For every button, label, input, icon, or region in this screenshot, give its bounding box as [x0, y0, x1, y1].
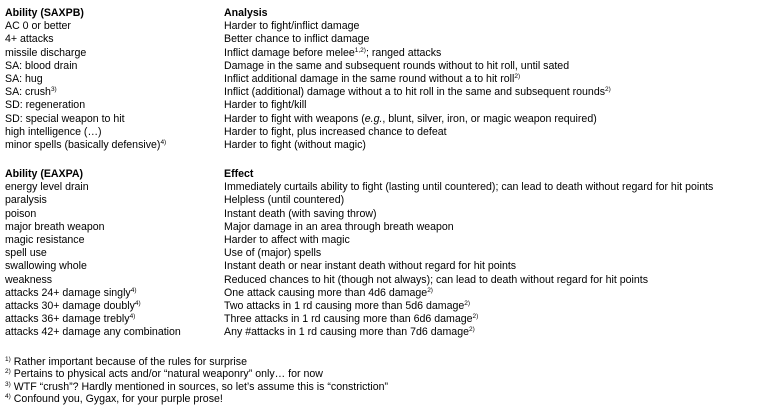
- analysis-cell: Harder to fight/inflict damage: [224, 20, 360, 33]
- ability-cell: AC 0 or better: [5, 20, 71, 33]
- ability-cell: SA: crush$^{3)}$: [5, 86, 57, 99]
- footnote: [5, 393, 775, 405]
- table-row: [5, 181, 781, 194]
- table-row: [5, 313, 781, 326]
- table-row: [5, 247, 781, 260]
- footnote-ref: 4): [129, 313, 136, 321]
- footnote-ref: 2): [472, 313, 479, 321]
- ability-cell: high intelligence (…): [5, 125, 102, 138]
- effect-cell: Instant death or near instant death without regard for hit points: [224, 260, 517, 273]
- footnote-ref: 2): [427, 286, 433, 294]
- ability-cell: poison: [5, 207, 37, 220]
- ability-cell: energy level drain: [5, 181, 89, 194]
- effect-cell: Harder to affect with magic: [224, 233, 350, 246]
- footnote-mark: 1): [5, 356, 11, 363]
- analysis-cell: Harder to fight/kill: [224, 99, 307, 112]
- ability-cell: SD: special weapon to hit: [5, 112, 125, 125]
- table-row: [5, 47, 781, 60]
- footnote-mark: 3): [5, 380, 11, 388]
- table-row: [5, 139, 781, 152]
- table-row: [5, 126, 781, 139]
- effect-cell: Any #attacks in 1 rd causing more than 7d6 damage$^{2)}$: [224, 326, 475, 339]
- table-row: [5, 274, 781, 287]
- footnote-text: Pertains to physical acts and/or “natural weaponry” only… for now: [13, 368, 323, 381]
- ability-cell: attacks 24+ damage singly$^{4)}$: [5, 286, 137, 299]
- effect-cell: One attack causing more than 4d6 damage$^{2)}$: [224, 286, 433, 299]
- ability-cell: magic resistance: [5, 233, 85, 246]
- analysis-cell: Better chance to inflict damage: [224, 33, 370, 46]
- footnote-ref: 3): [50, 86, 57, 94]
- footnote-ref: 4): [130, 286, 137, 294]
- footnote-ref: 2): [468, 326, 475, 334]
- saxpb-ability-header: Ability (SAXPB): [5, 7, 84, 19]
- table-row: [5, 20, 781, 33]
- footnote-ref: 4): [134, 299, 141, 307]
- footnote-text: WTF “crush”? Hardly mentioned in sources, so let’s assume this is “constriction”: [13, 380, 389, 393]
- footnote-mark: 4): [5, 393, 11, 401]
- table-row: [5, 86, 781, 99]
- saxpb-header-row: [5, 7, 781, 20]
- ability-cell: missile discharge: [5, 46, 87, 59]
- effect-cell: Use of (major) spells: [224, 247, 322, 260]
- effect-cell: Reduced chances to hit (though not always); can lead to death without regard for hit points: [224, 273, 649, 286]
- footnote-ref: 4): [160, 138, 167, 146]
- table-row: [5, 33, 781, 46]
- table-row: [5, 208, 781, 221]
- table-row: [5, 260, 781, 273]
- footnote-text: Confound you, Gygax, for your purple prose!: [13, 393, 223, 406]
- table-row: [5, 60, 781, 73]
- saxpb-analysis-header: Analysis: [224, 7, 268, 19]
- table-row: [5, 234, 781, 247]
- table-row: [5, 113, 781, 126]
- effect-cell: Major damage in an area through breath weapon: [224, 220, 454, 233]
- saxpb-table: [5, 7, 781, 152]
- ability-cell: SD: regeneration: [5, 99, 86, 112]
- effect-cell: Three attacks in 1 rd causing more than 6d6 damage$^{2)}$: [224, 313, 479, 326]
- footnote: [5, 381, 775, 393]
- footnote-text: Rather important because of the rules for surprise: [13, 356, 247, 368]
- footnote-mark: 2): [5, 368, 11, 376]
- ability-cell: SA: blood drain: [5, 59, 78, 72]
- analysis-cell: Inflict (additional) damage without a to hit roll in the same and subsequent rounds$^{2)}$: [224, 86, 611, 99]
- ability-cell: paralysis: [5, 194, 47, 207]
- table-row: [5, 287, 781, 300]
- eaxpa-effect-header: Effect: [224, 168, 254, 180]
- footnote: [5, 368, 775, 380]
- analysis-cell: Inflict additional damage in the same round without a to hit roll$^{2)}$: [224, 72, 521, 85]
- analysis-cell: Harder to fight (without magic): [224, 138, 366, 151]
- ability-cell: attacks 36+ damage trebly$^{4)}$: [5, 313, 136, 326]
- analysis-cell: Damage in the same and subsequent rounds without to hit roll, until sated: [224, 59, 570, 72]
- ability-cell: swallowing whole: [5, 260, 87, 273]
- footnotes: [5, 356, 775, 406]
- ability-cell: SA: hug: [5, 72, 43, 85]
- ability-cell: major breath weapon: [5, 220, 105, 233]
- eaxpa-header-row: [5, 168, 781, 181]
- table-row: [5, 99, 781, 112]
- ability-cell: 4+ attacks: [5, 33, 54, 46]
- table-row: [5, 326, 781, 339]
- footnote-ref: 2): [514, 72, 521, 80]
- footnote-ref: 2): [605, 86, 611, 94]
- footnote-ref: 1,2): [354, 46, 366, 54]
- table-row: [5, 194, 781, 207]
- effect-cell: Immediately curtails ability to fight (lasting until countered); can lead to death without regard for hit points: [224, 181, 714, 194]
- effect-cell: Helpless (until countered): [224, 194, 345, 207]
- analysis-cell: Harder to fight, plus increased chance to defeat: [224, 125, 447, 138]
- table-row: [5, 221, 781, 234]
- table-row: [5, 73, 781, 86]
- ability-cell: minor spells (basically defensive)$^{4)}$: [5, 138, 167, 151]
- ability-cell: attacks 30+ damage doubly$^{4)}$: [5, 299, 141, 312]
- footnote-ref: 2): [464, 299, 471, 307]
- ability-cell: weakness: [5, 273, 53, 286]
- ability-cell: attacks 42+ damage any combination: [5, 326, 181, 339]
- effect-cell: Two attacks in 1 rd causing more than 5d6 damage$^{2)}$: [224, 299, 471, 312]
- eaxpa-table: [5, 168, 781, 339]
- footnote: [5, 356, 775, 368]
- effect-cell: Instant death (with saving throw): [224, 207, 377, 220]
- analysis-cell: Harder to fight with weapons (e.g., blunt, silver, iron, or magic weapon required): [224, 112, 597, 125]
- analysis-cell: Inflict damage before melee$^{1,2)}$; ranged attacks: [224, 46, 442, 59]
- ability-cell: spell use: [5, 247, 47, 260]
- table-row: [5, 300, 781, 313]
- eaxpa-ability-header: Ability (EAXPA): [5, 168, 84, 180]
